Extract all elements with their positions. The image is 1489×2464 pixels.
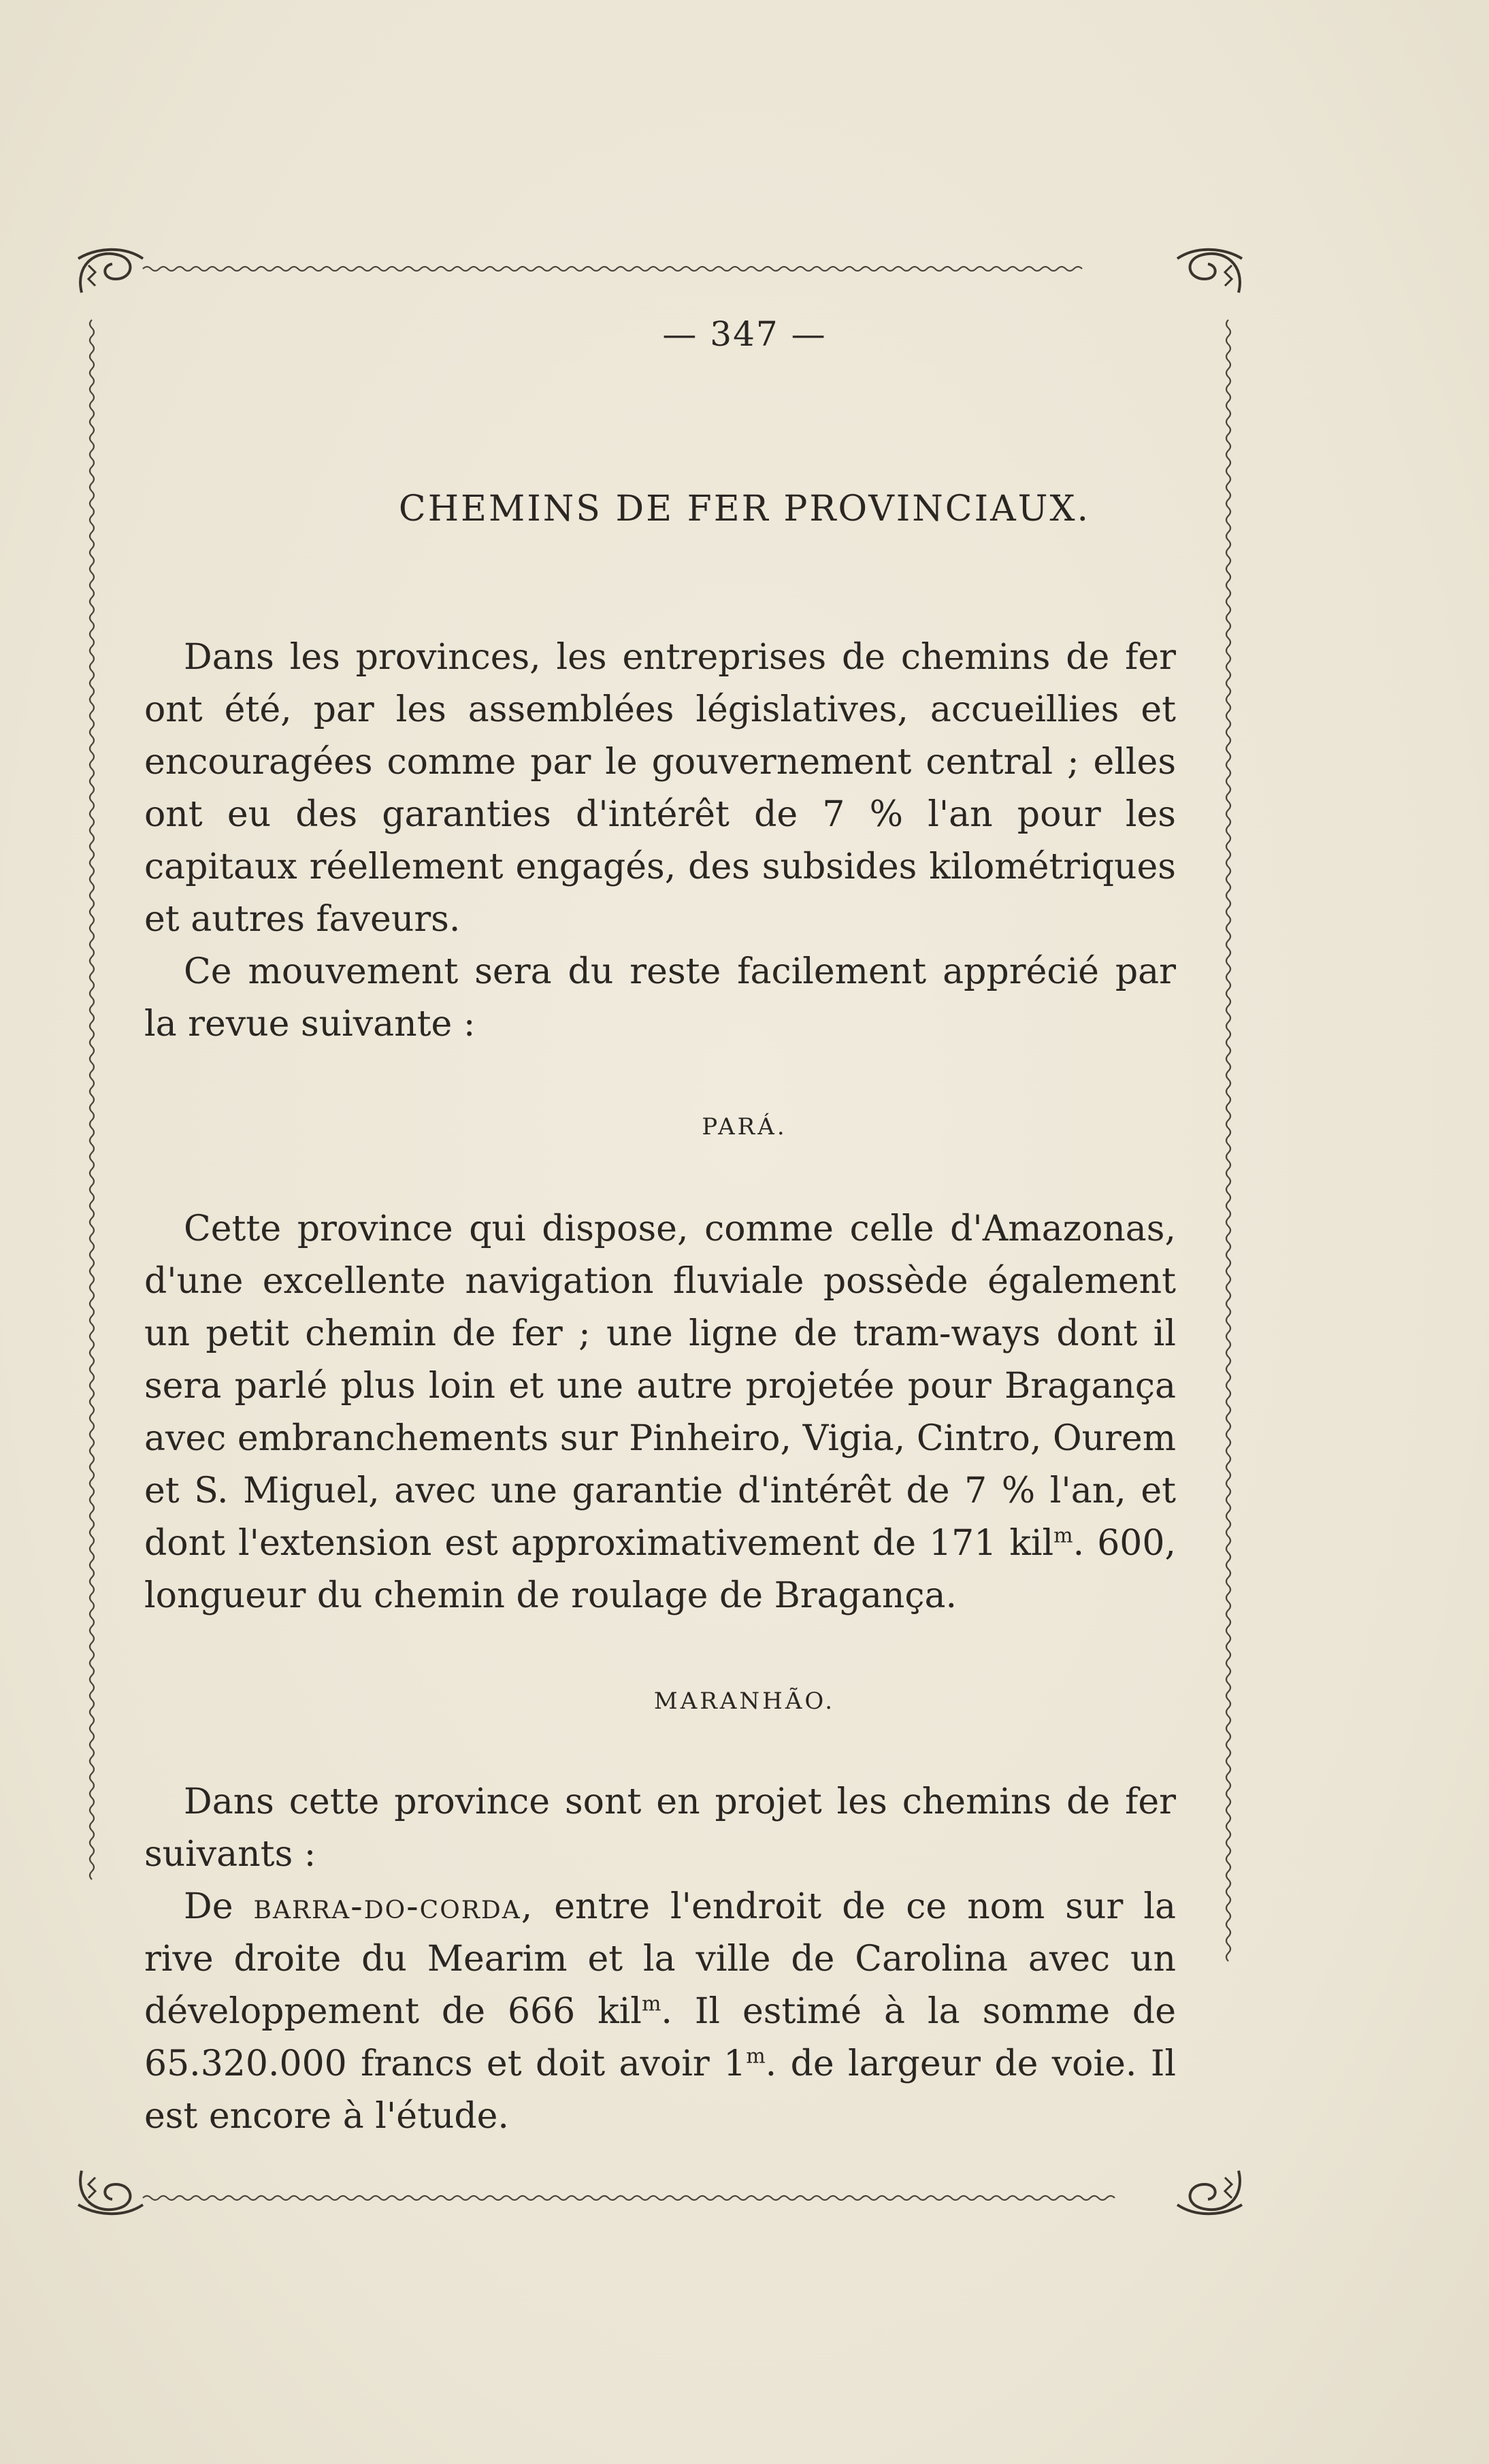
corner-ornament-top-left	[78, 250, 143, 293]
maranhao-intro: Dans cette province sont en projet les chemins de fer suivants :	[144, 1781, 1176, 1875]
corner-ornament-bottom-right	[1177, 2171, 1242, 2214]
intro-paragraph	[144, 631, 1176, 946]
intro-paragraph-2-text: Ce mouvement sera du reste facilement apprécié par la revue suivante :	[144, 951, 1176, 1045]
corner-ornament-top-right	[1177, 250, 1242, 293]
page-number: — 347 —	[662, 314, 827, 354]
intro-paragraph-2	[144, 946, 1176, 1051]
chapter-title: CHEMINS DE FER PROVINCIAUX.	[398, 489, 1091, 529]
corner-ornament-bottom-left	[78, 2171, 143, 2214]
section-title-maranhao: MARANHÃO.	[653, 1688, 836, 1715]
place-name: barra-do-corda,	[253, 1886, 534, 1927]
intro-paragraph-text: Dans les provinces, les entreprises de chemins de fer ont été, par les assemblées législatives, accueillies et encouragées comme par le gouvernement central ; elles ont eu des garanties d'intérêt de 7 % l'an pour les capitaux réellement engagés, des subsides kilométriques et autres faveurs.	[144, 637, 1176, 940]
section-title-para: PARÁ.	[702, 1113, 787, 1140]
para-section-text: Cette province qui dispose, comme celle d'Amazonas, d'une excellente navigation fluviale possède également un petit chemin de fer ; une ligne de tram-ways dont il sera parlé plus loin et une autre projetée pour Bragança avec embranchements sur Pinheiro, Vigia, Cintro, Ourem et S. Miguel, avec une garantie d'intérêt de 7 % l'an, et dont l'extension est approximativement de 171 kil$^m$. 600, longueur du chemin de roulage de Bragança.	[144, 1209, 1176, 1616]
maranhao-entry: De barra-do-corda, entre l'endroit de ce nom sur la rive droite du Mearim et la ville de Carolina avec un développement de 666 kil$^m$. Il estimé à la somme de 65.320.000 francs et doit avoir 1$^m$. de largeur de voie. Il est encore à l'étude.	[144, 1886, 1176, 2137]
